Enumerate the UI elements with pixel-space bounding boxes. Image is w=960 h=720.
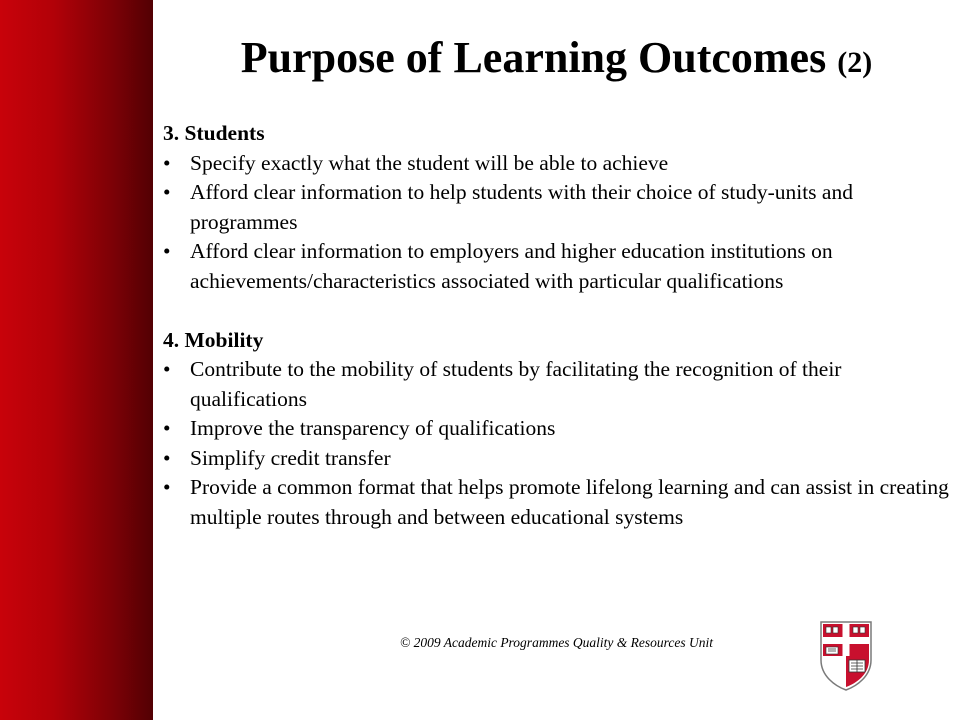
university-crest-icon [819,620,873,692]
list-item [163,355,953,414]
mobility-bullet-list [163,355,953,532]
bullet-text: Afford clear information to employers and higher education institutions on achievements/characteristics associated with particular qualifications [190,239,833,293]
bullet-text: Simplify credit transfer [190,445,391,470]
slide-title [153,28,960,93]
section-heading-students: 3. Students [163,121,265,145]
list-item [163,178,953,237]
red-side-bar [0,0,153,720]
bullet-text: Provide a common format that helps promote lifelong learning and can assist in creating multiple routes through and between educational systems [190,475,949,529]
section-spacer [163,296,953,326]
list-item [163,149,953,179]
students-bullet-list [163,149,953,297]
bullet-icon: • [163,416,171,440]
bullet-text: Contribute to the mobility of students by facilitating the recognition of their qualifications [190,357,842,411]
bullet-text: Improve the transparency of qualifications [190,416,556,440]
copyright-footer: © 2009 Academic Programmes Quality & Resources Unit [399,635,714,650]
bullet-icon: • [163,150,171,175]
bullet-icon: • [163,475,171,499]
list-item [163,444,953,474]
section-heading-mobility: 4. Mobility [163,327,264,352]
list-item [163,473,953,532]
slide-title-text: Purpose of Learning Outcomes [240,33,827,82]
bullet-icon: • [163,357,171,381]
list-item [163,414,953,444]
slide-title-suffix: (2) [837,46,873,79]
bullet-text: Afford clear information to help students with their choice of study-units and programmes [190,180,853,234]
slide-content [163,119,953,532]
list-item [163,237,953,296]
bullet-icon: • [163,180,171,204]
bullet-icon: • [163,239,171,263]
bullet-icon: • [163,445,171,470]
bullet-text: Specify exactly what the student will be able to achieve [190,150,669,175]
